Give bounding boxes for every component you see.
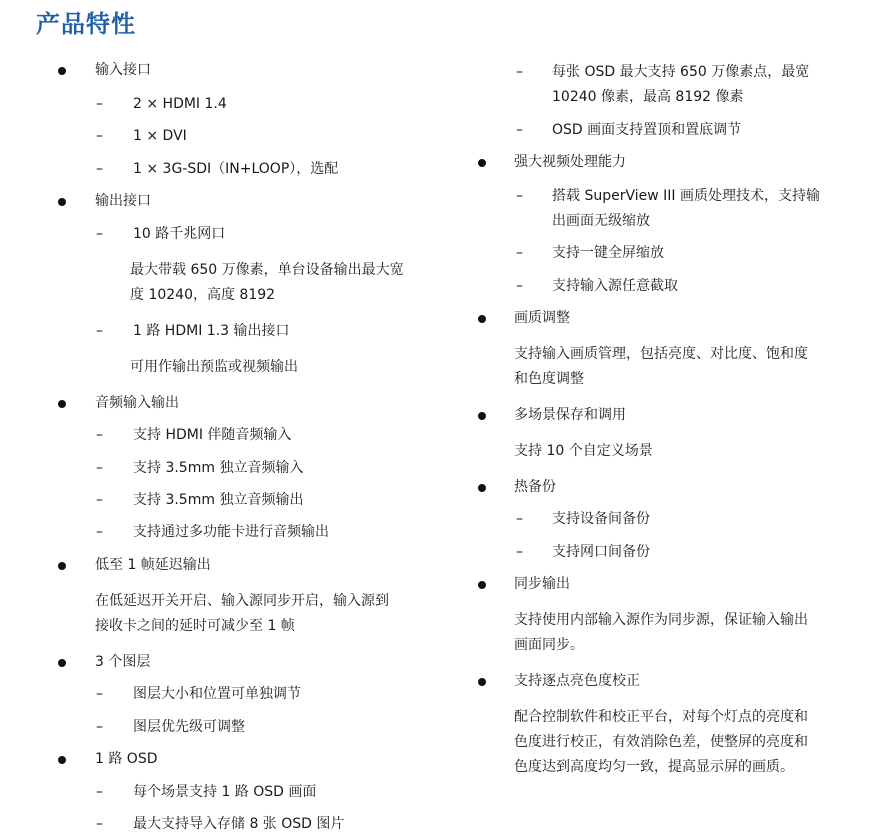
feature-heading: 热备份 bbox=[514, 479, 556, 495]
dash-icon: – bbox=[516, 245, 523, 261]
sub-item: 每个场景支持 1 路 OSD 画面 bbox=[133, 784, 317, 800]
dash-icon: – bbox=[516, 278, 523, 294]
sub-item: 图层优先级可调整 bbox=[133, 719, 245, 735]
sub-item: 1 × DVI bbox=[133, 128, 187, 144]
feature-heading: 1 路 OSD bbox=[95, 751, 158, 767]
feature-description: 接收卡之间的延时可减少至 1 帧 bbox=[95, 618, 295, 634]
dash-icon: – bbox=[96, 784, 103, 800]
feature-heading: 画质调整 bbox=[514, 310, 570, 326]
dash-icon: – bbox=[96, 161, 103, 177]
sub-item: 支持输入源任意截取 bbox=[552, 278, 678, 294]
sub-description: 可用作输出预监或视频输出 bbox=[130, 359, 298, 375]
sub-item: 10240 像素，最高 8192 像素 bbox=[552, 89, 744, 105]
bullet-icon bbox=[58, 198, 66, 206]
bullet-icon bbox=[58, 756, 66, 764]
feature-heading: 音频输入输出 bbox=[95, 395, 179, 411]
feature-heading: 强大视频处理能力 bbox=[514, 154, 626, 170]
feature-description: 和色度调整 bbox=[514, 371, 584, 387]
bullet-icon bbox=[478, 581, 486, 589]
sub-item: 图层大小和位置可单独调节 bbox=[133, 686, 301, 702]
sub-item: 2 × HDMI 1.4 bbox=[133, 96, 227, 112]
sub-item: 10 路千兆网口 bbox=[133, 226, 226, 242]
page-title: 产品特性 bbox=[36, 10, 136, 38]
feature-heading: 同步输出 bbox=[514, 576, 570, 592]
dash-icon: – bbox=[96, 460, 103, 476]
bullet-icon bbox=[478, 678, 486, 686]
sub-item: 支持 3.5mm 独立音频输入 bbox=[133, 460, 304, 476]
sub-item: 支持 HDMI 伴随音频输入 bbox=[133, 427, 292, 443]
dash-icon: – bbox=[96, 492, 103, 508]
feature-description: 支持 10 个自定义场景 bbox=[514, 443, 653, 459]
feature-description: 色度进行校正，有效消除色差，使整屏的亮度和 bbox=[514, 734, 808, 750]
feature-description: 支持使用内部输入源作为同步源，保证输入输出 bbox=[514, 612, 808, 628]
bullet-icon bbox=[478, 412, 486, 420]
bullet-icon bbox=[478, 484, 486, 492]
dash-icon: – bbox=[96, 524, 103, 540]
sub-item: 支持网口间备份 bbox=[552, 544, 650, 560]
feature-description: 支持输入画质管理，包括亮度、对比度、饱和度 bbox=[514, 346, 808, 362]
dash-icon: – bbox=[96, 96, 103, 112]
sub-item: 搭载 SuperView III 画质处理技术，支持输 bbox=[552, 188, 820, 204]
feature-heading: 3 个图层 bbox=[95, 654, 151, 670]
dash-icon: – bbox=[96, 427, 103, 443]
dash-icon: – bbox=[96, 128, 103, 144]
feature-description: 色度达到高度均匀一致，提高显示屏的画质。 bbox=[514, 759, 794, 775]
sub-item: 支持通过多功能卡进行音频输出 bbox=[133, 524, 329, 540]
dash-icon: – bbox=[96, 226, 103, 242]
sub-item: 每张 OSD 最大支持 650 万像素点，最宽 bbox=[552, 64, 810, 80]
sub-item: 支持一键全屏缩放 bbox=[552, 245, 664, 261]
dash-icon: – bbox=[96, 323, 103, 339]
bullet-icon bbox=[58, 659, 66, 667]
sub-description: 最大带载 650 万像素，单台设备输出最大宽 bbox=[130, 262, 404, 278]
dash-icon: – bbox=[96, 686, 103, 702]
dash-icon: – bbox=[516, 188, 523, 204]
bullet-icon bbox=[478, 159, 486, 167]
feature-heading: 低至 1 帧延迟输出 bbox=[95, 557, 211, 573]
feature-description: 配合控制软件和校正平台，对每个灯点的亮度和 bbox=[514, 709, 808, 725]
sub-item: OSD 画面支持置顶和置底调节 bbox=[552, 122, 742, 138]
feature-description: 在低延迟开关开启、输入源同步开启，输入源到 bbox=[95, 593, 389, 609]
sub-item: 1 × 3G-SDI（IN+LOOP），选配 bbox=[133, 161, 339, 177]
bullet-icon bbox=[58, 562, 66, 570]
feature-description: 画面同步。 bbox=[514, 637, 584, 653]
sub-item: 支持 3.5mm 独立音频输出 bbox=[133, 492, 304, 508]
dash-icon: – bbox=[96, 816, 103, 832]
sub-item: 最大支持导入存储 8 张 OSD 图片 bbox=[133, 816, 345, 832]
feature-heading: 支持逐点亮色度校正 bbox=[514, 673, 640, 689]
sub-item: 出画面无级缩放 bbox=[552, 213, 650, 229]
sub-item: 支持设备间备份 bbox=[552, 511, 650, 527]
bullet-icon bbox=[478, 315, 486, 323]
bullet-icon bbox=[58, 400, 66, 408]
feature-heading: 输出接口 bbox=[95, 193, 151, 209]
feature-heading: 输入接口 bbox=[95, 62, 151, 78]
dash-icon: – bbox=[516, 511, 523, 527]
dash-icon: – bbox=[516, 122, 523, 138]
feature-heading: 多场景保存和调用 bbox=[514, 407, 626, 423]
dash-icon: – bbox=[516, 544, 523, 560]
dash-icon: – bbox=[96, 719, 103, 735]
sub-description: 度 10240，高度 8192 bbox=[130, 287, 276, 303]
bullet-icon bbox=[58, 67, 66, 75]
sub-item: 1 路 HDMI 1.3 输出接口 bbox=[133, 323, 290, 339]
dash-icon: – bbox=[516, 64, 523, 80]
